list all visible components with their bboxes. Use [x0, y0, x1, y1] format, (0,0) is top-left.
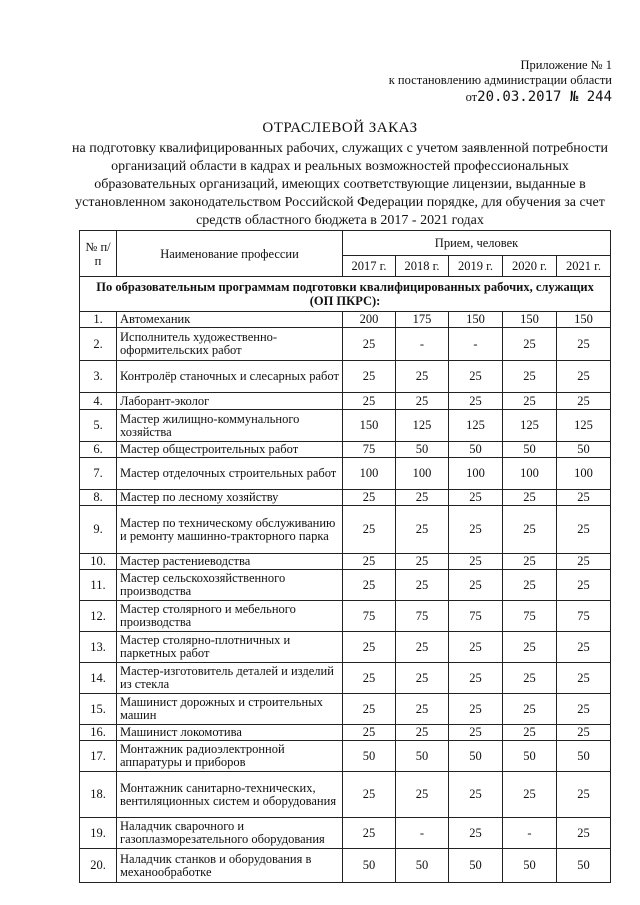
intake-value: 25 [503, 361, 557, 393]
profession-name: Монтажник санитарно-технических, вентиляционных систем и оборудования [117, 772, 343, 818]
intake-value: 25 [503, 328, 557, 361]
intake-value: 25 [557, 663, 611, 694]
intake-value: 25 [449, 570, 503, 601]
intake-value: 50 [343, 849, 396, 883]
profession-name: Наладчик сварочного и газоплазморезательного оборудования [117, 818, 343, 849]
row-number: 15. [80, 694, 117, 725]
intake-value: 25 [503, 725, 557, 741]
table-row [80, 506, 611, 554]
intake-value: 25 [343, 328, 396, 361]
profession-name: Исполнитель художественно-оформительских работ [117, 328, 343, 361]
intake-value: 125 [503, 410, 557, 442]
intake-value: 50 [396, 849, 449, 883]
profession-name: Мастер общестроительных работ [117, 442, 343, 458]
intake-value: 150 [343, 410, 396, 442]
intake-value: 25 [503, 554, 557, 570]
header-name: Наименование профессии [117, 231, 343, 277]
row-number: 20. [80, 849, 117, 883]
intake-value: 75 [557, 601, 611, 632]
row-number: 8. [80, 490, 117, 506]
intake-value: 25 [557, 361, 611, 393]
intake-value: 25 [396, 694, 449, 725]
row-number: 6. [80, 442, 117, 458]
row-number: 5. [80, 410, 117, 442]
intake-value: 50 [396, 741, 449, 772]
table-row [80, 312, 611, 328]
intake-value: 25 [557, 632, 611, 663]
intake-value: 25 [343, 570, 396, 601]
profession-name: Автомеханик [117, 312, 343, 328]
intake-value: - [396, 328, 449, 361]
intake-value: 75 [343, 442, 396, 458]
intake-value: 25 [343, 393, 396, 410]
intake-value: 125 [396, 410, 449, 442]
table-row [80, 458, 611, 490]
intake-value: 50 [396, 442, 449, 458]
header-year: 2020 г. [503, 256, 557, 277]
date-number: 20.03.2017 № 244 [477, 89, 612, 105]
intake-value: 150 [503, 312, 557, 328]
section-title: По образовательным программам подготовки квалифицированных рабочих, служащих (ОП ПКРС): [80, 277, 611, 312]
intake-value: 25 [557, 772, 611, 818]
table-row [80, 725, 611, 741]
profession-name: Мастер сельскохозяйственного производства [117, 570, 343, 601]
intake-value: 25 [503, 490, 557, 506]
intake-value: 25 [396, 772, 449, 818]
intake-value: 25 [503, 570, 557, 601]
row-number: 12. [80, 601, 117, 632]
profession-name: Машинист дорожных и строительных машин [117, 694, 343, 725]
header-year: 2017 г. [343, 256, 396, 277]
profession-name: Мастер растениеводства [117, 554, 343, 570]
intake-value: 25 [503, 506, 557, 554]
header-year: 2018 г. [396, 256, 449, 277]
intake-value: 25 [449, 361, 503, 393]
row-number: 11. [80, 570, 117, 601]
resolution-date-stamp [389, 90, 612, 105]
intake-value: 25 [503, 663, 557, 694]
intake-value: 25 [449, 554, 503, 570]
table-row [80, 554, 611, 570]
intake-value: 25 [343, 632, 396, 663]
table-row [80, 570, 611, 601]
table-row [80, 849, 611, 883]
intake-value: 25 [396, 490, 449, 506]
row-number: 7. [80, 458, 117, 490]
row-number: 14. [80, 663, 117, 694]
table-row [80, 361, 611, 393]
table-row [80, 772, 611, 818]
document-title: ОТРАСЛЕВОЙ ЗАКАЗ [262, 120, 418, 136]
intake-value: 25 [343, 725, 396, 741]
table-row [80, 741, 611, 772]
header-year: 2019 г. [449, 256, 503, 277]
table-row [80, 818, 611, 849]
professions-table [79, 230, 611, 883]
intake-value: 25 [396, 570, 449, 601]
intake-value: 25 [557, 506, 611, 554]
intake-value: 175 [396, 312, 449, 328]
row-number: 17. [80, 741, 117, 772]
intake-value: 25 [449, 694, 503, 725]
intake-value: 25 [343, 554, 396, 570]
intake-value: 25 [557, 554, 611, 570]
row-number: 3. [80, 361, 117, 393]
intake-value: 125 [449, 410, 503, 442]
intake-value: 25 [557, 490, 611, 506]
intake-value: 75 [396, 601, 449, 632]
profession-name: Мастер по лесному хозяйству [117, 490, 343, 506]
intake-value: 50 [503, 442, 557, 458]
row-number: 1. [80, 312, 117, 328]
intake-value: 25 [557, 393, 611, 410]
date-prefix: от [465, 90, 478, 104]
intake-value: 100 [449, 458, 503, 490]
intake-value: 50 [449, 442, 503, 458]
row-number: 13. [80, 632, 117, 663]
intake-value: 150 [557, 312, 611, 328]
intake-value: 150 [449, 312, 503, 328]
intake-value: 25 [449, 818, 503, 849]
table-row [80, 663, 611, 694]
row-number: 19. [80, 818, 117, 849]
row-number: 4. [80, 393, 117, 410]
profession-name: Мастер столярно-плотничных и паркетных работ [117, 632, 343, 663]
intake-value: - [503, 818, 557, 849]
intake-value: 25 [449, 393, 503, 410]
intake-value: 75 [503, 601, 557, 632]
table-row [80, 601, 611, 632]
profession-name: Лаборант-эколог [117, 393, 343, 410]
header-row-1 [80, 231, 611, 256]
intake-value: 25 [449, 663, 503, 694]
intake-value: 25 [343, 818, 396, 849]
intake-value: 25 [396, 361, 449, 393]
header-num: № п/п [80, 231, 117, 277]
profession-name: Контролёр станочных и слесарных работ [117, 361, 343, 393]
intake-value: 25 [343, 663, 396, 694]
row-number: 9. [80, 506, 117, 554]
profession-name: Мастер столярного и мебельного производства [117, 601, 343, 632]
intake-value: 75 [449, 601, 503, 632]
intake-value: 25 [449, 490, 503, 506]
appendix-line-1: Приложение № 1 [520, 58, 612, 72]
intake-value: 25 [396, 554, 449, 570]
intake-value: 25 [503, 632, 557, 663]
row-number: 2. [80, 328, 117, 361]
table-row [80, 694, 611, 725]
table-row [80, 632, 611, 663]
intake-value: 50 [503, 741, 557, 772]
intake-value: 50 [557, 442, 611, 458]
row-number: 16. [80, 725, 117, 741]
profession-name: Мастер жилищно-коммунального хозяйства [117, 410, 343, 442]
appendix-note [389, 58, 612, 105]
intake-value: 25 [557, 694, 611, 725]
row-number: 10. [80, 554, 117, 570]
title-block [70, 120, 610, 230]
profession-name: Машинист локомотива [117, 725, 343, 741]
intake-value: 50 [449, 849, 503, 883]
table-row [80, 393, 611, 410]
section-row [80, 277, 611, 312]
intake-value: 25 [396, 725, 449, 741]
profession-name: Наладчик станков и оборудования в механообработке [117, 849, 343, 883]
intake-value: 25 [557, 328, 611, 361]
table-row [80, 442, 611, 458]
intake-value: 100 [343, 458, 396, 490]
intake-value: 200 [343, 312, 396, 328]
intake-value: 125 [557, 410, 611, 442]
intake-value: 25 [396, 506, 449, 554]
intake-value: 25 [557, 725, 611, 741]
intake-value: 25 [449, 725, 503, 741]
intake-value: 25 [557, 818, 611, 849]
intake-value: 25 [343, 490, 396, 506]
intake-value: 25 [343, 694, 396, 725]
intake-value: 25 [343, 506, 396, 554]
table-row [80, 490, 611, 506]
table-row [80, 410, 611, 442]
header-intake: Прием, человек [343, 231, 611, 256]
intake-value: 25 [449, 632, 503, 663]
intake-value: 25 [503, 393, 557, 410]
intake-value: 50 [503, 849, 557, 883]
intake-value: 25 [396, 663, 449, 694]
intake-value: 50 [557, 741, 611, 772]
intake-value: 25 [396, 632, 449, 663]
intake-value: 25 [449, 772, 503, 818]
intake-value: 100 [396, 458, 449, 490]
intake-value: 25 [503, 772, 557, 818]
intake-value: 100 [503, 458, 557, 490]
intake-value: 50 [343, 741, 396, 772]
intake-value: 25 [503, 694, 557, 725]
intake-value: - [449, 328, 503, 361]
intake-value: - [396, 818, 449, 849]
intake-value: 100 [557, 458, 611, 490]
header-year: 2021 г. [557, 256, 611, 277]
intake-value: 75 [343, 601, 396, 632]
intake-value: 25 [343, 361, 396, 393]
intake-value: 25 [557, 570, 611, 601]
profession-name: Мастер-изготовитель деталей и изделий из стекла [117, 663, 343, 694]
intake-value: 25 [396, 393, 449, 410]
profession-name: Мастер по техническому обслуживанию и ремонту машинно-тракторного парка [117, 506, 343, 554]
document-subtitle: на подготовку квалифицированных рабочих, служащих с учетом заявленной потребности организаций области в кадрах и реальных возможностей профессиональных образовательных организаций, имеющих соответствующие лицензии, выданные в установленном законодательством Российской Федерации порядке, для обучения за счет средств областного бюджета в 2017 - 2021 годах [72, 141, 608, 228]
profession-name: Мастер отделочных строительных работ [117, 458, 343, 490]
intake-value: 25 [449, 506, 503, 554]
intake-value: 50 [557, 849, 611, 883]
profession-name: Монтажник радиоэлектронной аппаратуры и приборов [117, 741, 343, 772]
row-number: 18. [80, 772, 117, 818]
table-row [80, 328, 611, 361]
appendix-line-2: к постановлению администрации области [388, 73, 612, 87]
intake-value: 50 [449, 741, 503, 772]
intake-value: 25 [343, 772, 396, 818]
